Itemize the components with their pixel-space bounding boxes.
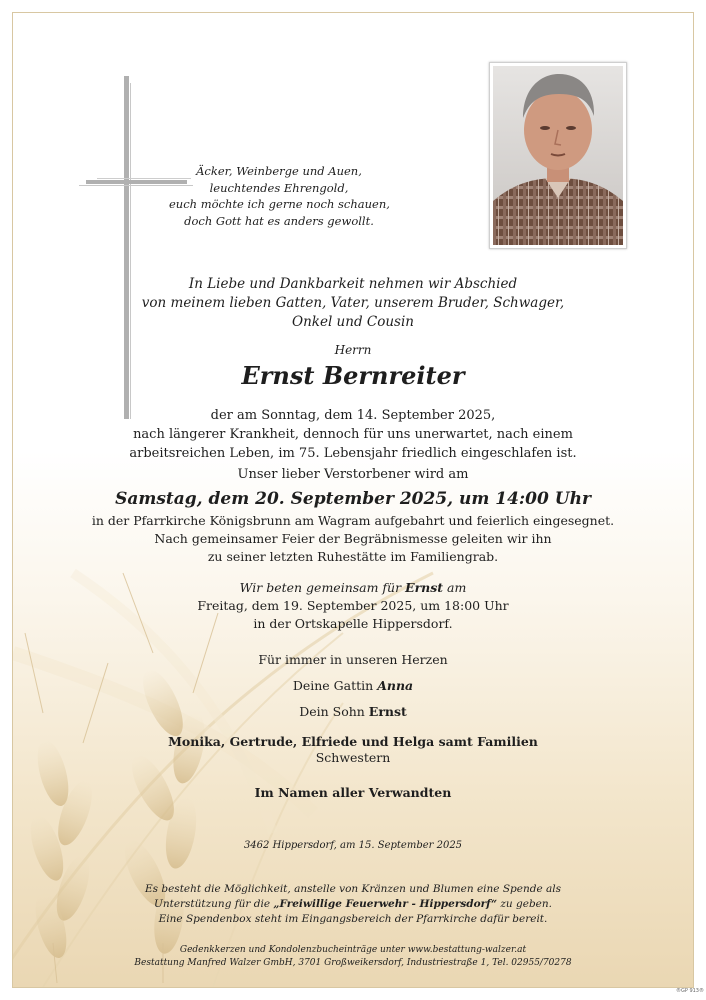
portrait-photo: [489, 62, 627, 249]
funeral-line: zu seiner letzten Ruhestätte im Familiengrab.: [207, 549, 499, 564]
poem-line: leuchtendes Ehrengold,: [209, 180, 349, 195]
intro-line: Onkel und Cousin: [292, 314, 414, 330]
donation-line-2: Unterstützung für die „Freiwillige Feuerwehr - Hippersdorf“ zu geben.: [153, 898, 552, 910]
footer: [13, 944, 693, 970]
donation-notice: [13, 882, 693, 927]
death-line: der am Sonntag, dem 14. September 2025,: [210, 408, 496, 423]
mourner-sisters: Monika, Gertrude, Elfriede und Helga samt Familien: [168, 734, 538, 749]
funeral-line: Nach gemeinsamer Feier der Begräbnismesse geleiten wir ihn: [154, 531, 552, 546]
death-line: arbeitsreichen Leben, im 75. Lebensjahr friedlich eingeschlafen ist.: [129, 446, 577, 461]
prayer-name: Ernst: [405, 580, 444, 595]
death-line: nach längerer Krankheit, dennoch für uns unerwartet, nach einem: [133, 427, 573, 442]
intro-line: von meinem lieben Gatten, Vater, unserem Bruder, Schwager,: [141, 295, 565, 311]
prayer-line-2: Freitag, dem 19. September 2025, um 18:00 Uhr: [197, 598, 509, 613]
poem-line: Äcker, Weinberge und Auen,: [196, 164, 362, 178]
son-name: Ernst: [368, 704, 407, 719]
funeral-intro: Unser lieber Verstorbener wird am: [237, 467, 469, 482]
mourner-son: Dein Sohn Ernst: [299, 704, 407, 719]
poem: [169, 163, 389, 229]
death-notice: [13, 406, 693, 463]
sisters-role: Schwestern: [315, 750, 391, 765]
wife-name: Anna: [377, 678, 414, 693]
prayer-line-1: Wir beten gemeinsam für Ernst am: [239, 580, 467, 595]
funeral-line: in der Pfarrkirche Königsbrunn am Wagram aufgebahrt und feierlich eingesegnet.: [91, 513, 615, 528]
donation-line-3: Eine Spendenbox steht im Eingangsbereich der Pfarrkirche dafür bereit.: [158, 913, 548, 925]
prayer-notice: [13, 579, 693, 633]
mourners-heading: Für immer in unseren Herzen: [258, 652, 448, 667]
intro-line: In Liebe und Dankbarkeit nehmen wir Abschied: [188, 276, 518, 292]
mourner-wife: Deine Gattin Anna: [292, 678, 414, 693]
funeral-details: [13, 512, 693, 566]
donation-organisation: „Freiwillige Feuerwehr - Hippersdorf“: [273, 898, 498, 910]
donation-line-1: Es besteht die Möglichkeit, anstelle von Kränzen und Blumen eine Spende als: [144, 883, 562, 895]
farewell-intro: [13, 275, 693, 332]
portrait-image: [493, 66, 623, 245]
salutation: Herrn: [334, 343, 372, 357]
prayer-line-3: in der Ortskapelle Hippersdorf.: [253, 616, 453, 631]
obituary-card: [12, 12, 694, 988]
poem-line: euch möchte ich gerne noch schauen,: [169, 197, 390, 211]
place-date: 3462 Hippersdorf, am 15. September 2025: [243, 840, 463, 851]
deceased-name: Ernst Bernreiter: [241, 361, 465, 390]
funeral-date: Samstag, dem 20. September 2025, um 14:00 Uhr: [115, 489, 591, 509]
relatives-signature: Im Namen aller Verwandten: [254, 785, 452, 800]
footer-line-2: Bestattung Manfred Walzer GmbH, 3701 Großweikersdorf, Industriestraße 1, Tel. 02955/70278: [134, 958, 572, 968]
footer-line-1: Gedenkkerzen und Kondolenzbucheinträge unter www.bestattung-walzer.at: [179, 945, 527, 955]
poem-line: doch Gott hat es anders gewollt.: [184, 213, 374, 228]
print-code: ®GP 913®: [675, 988, 704, 994]
